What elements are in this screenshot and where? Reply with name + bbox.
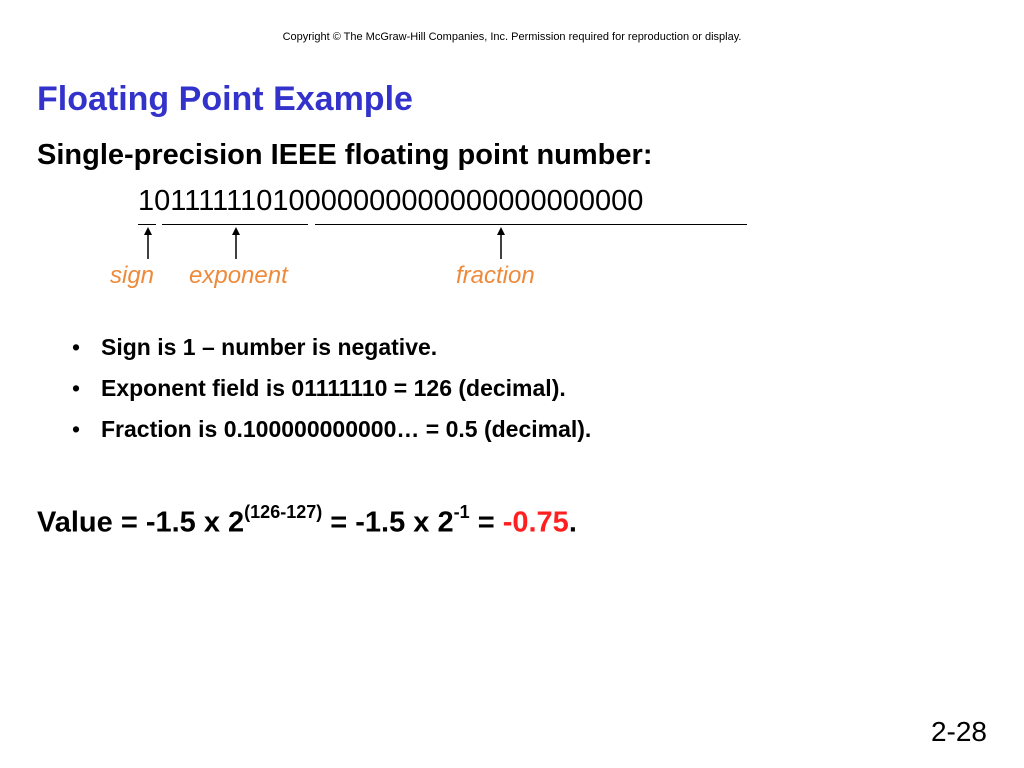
list-item <box>72 374 591 415</box>
value-equals: = <box>469 506 503 539</box>
value-exponent-1: (126-127) <box>244 502 323 522</box>
slide-subtitle: Single-precision IEEE floating point number: <box>37 139 653 171</box>
list-item <box>72 415 591 456</box>
value-prefix: Value = -1.5 x 2 <box>37 506 245 539</box>
bit-string: 10111111010000000000000000000000 <box>138 185 644 217</box>
slide-number: 2-28 <box>930 716 987 747</box>
exponent-arrow-icon <box>231 227 241 259</box>
sign-label: sign <box>110 262 155 289</box>
sign-arrow-icon <box>143 227 153 259</box>
list-item <box>72 333 591 374</box>
value-exponent-2: -1 <box>453 502 470 522</box>
bullet-icon: • <box>72 416 81 442</box>
bullet-text: Fraction is 0.100000000000… = 0.5 (decimal). <box>101 416 592 442</box>
value-result: -0.75 <box>502 506 569 539</box>
exponent-underline <box>162 224 308 225</box>
exponent-label: exponent <box>189 262 288 289</box>
value-suffix: . <box>568 506 577 539</box>
bullet-text: Exponent field is 01111110 = 126 (decimal). <box>101 375 566 401</box>
fraction-arrow-icon <box>496 227 506 259</box>
bullet-text: Sign is 1 – number is negative. <box>101 334 438 360</box>
explanation-list <box>72 333 591 456</box>
bullet-icon: • <box>72 334 81 360</box>
fraction-underline <box>315 224 747 225</box>
sign-underline <box>138 224 156 225</box>
slide-title: Floating Point Example <box>37 80 413 118</box>
value-middle: = -1.5 x 2 <box>322 506 454 539</box>
fraction-label: fraction <box>456 262 535 289</box>
bullet-icon: • <box>72 375 81 401</box>
value-equation <box>37 502 577 540</box>
copyright-notice: Copyright © The McGraw-Hill Companies, Inc. Permission required for reproduction or display. <box>282 31 742 43</box>
